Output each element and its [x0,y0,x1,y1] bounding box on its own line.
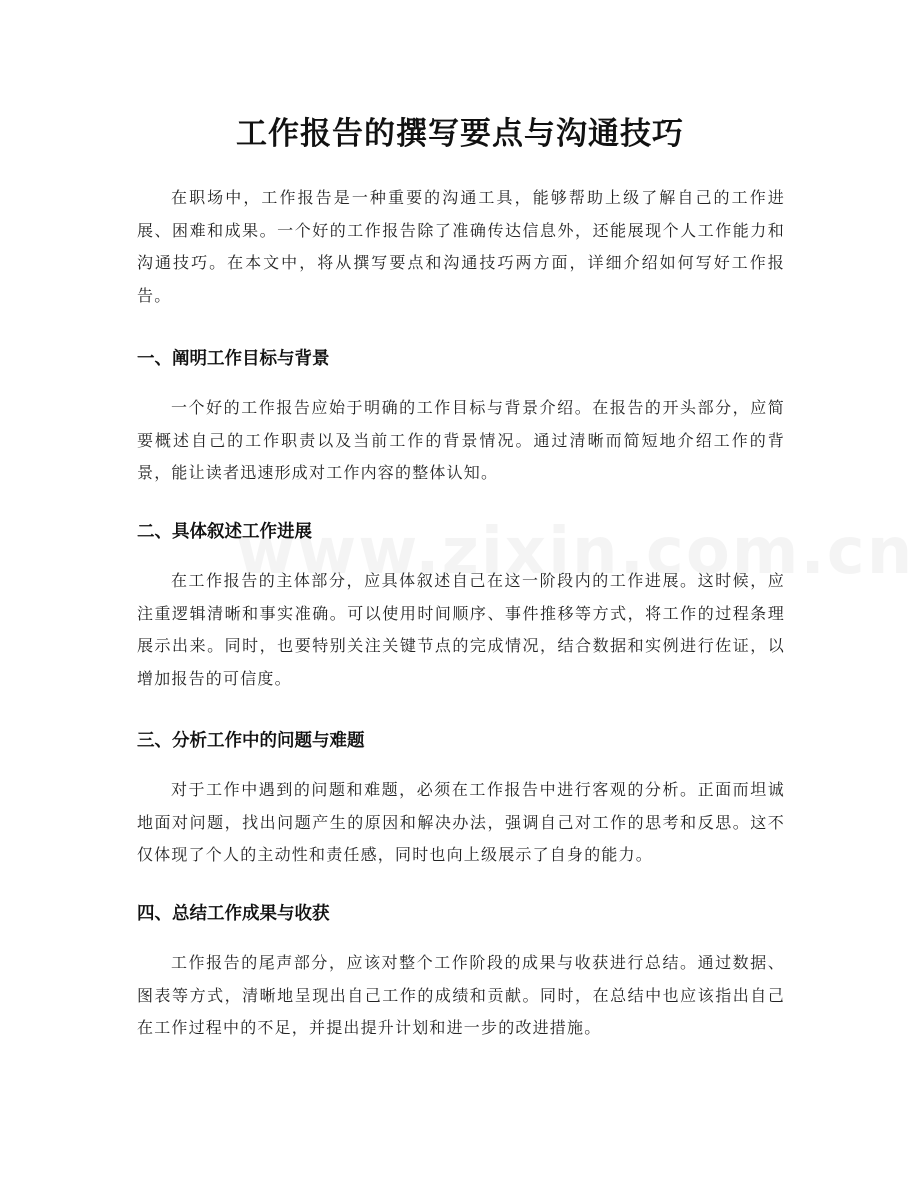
document-title: 工作报告的撰写要点与沟通技巧 [236,116,684,152]
section-body-3: 对于工作中遇到的问题和难题，必须在工作报告中进行客观的分析。正面而坦诚地面对问题，找出问题产生的原因和解决办法，强调自己对工作的思考和反思。这不仅体现了个人的主动性和责任感，同时也向上级展示了自身的能力。 [137,780,785,864]
section-body-4: 工作报告的尾声部分，应该对整个工作阶段的成果与收获进行总结。通过数据、图表等方式，清晰地呈现出自己工作的成绩和贡献。同时，在总结中也应该指出自己在工作过程中的不足，并提出提升计划和进一步的改进措施。 [137,953,785,1037]
section-heading-1: 一、阐明工作目标与背景 [137,349,330,369]
section-heading-2: 二、具体叙述工作进展 [137,522,312,542]
section-body-1: 一个好的工作报告应始于明确的工作目标与背景介绍。在报告的开头部分，应简要概述自己的工作职责以及当前工作的背景情况。通过清晰而简短地介绍工作的背景，能让读者迅速形成对工作内容的整体认知。 [137,398,785,482]
section-heading-4: 四、总结工作成果与收获 [137,904,330,924]
section-body-2: 在工作报告的主体部分，应具体叙述自己在这一阶段内的工作进展。这时候，应注重逻辑清晰和事实准确。可以使用时间顺序、事件推移等方式，将工作的过程条理展示出来。同时，也要特别关注关键节点的完成情况，结合数据和实例进行佐证，以增加报告的可信度。 [137,571,785,688]
section-heading-3: 三、分析工作中的问题与难题 [137,731,365,751]
intro-paragraph: 在职场中，工作报告是一种重要的沟通工具，能够帮助上级了解自己的工作进展、困难和成果。一个好的工作报告除了准确传达信息外，还能展现个人工作能力和沟通技巧。在本文中，将从撰写要点和沟通技巧两方面，详细介绍如何写好工作报告。 [137,188,785,305]
